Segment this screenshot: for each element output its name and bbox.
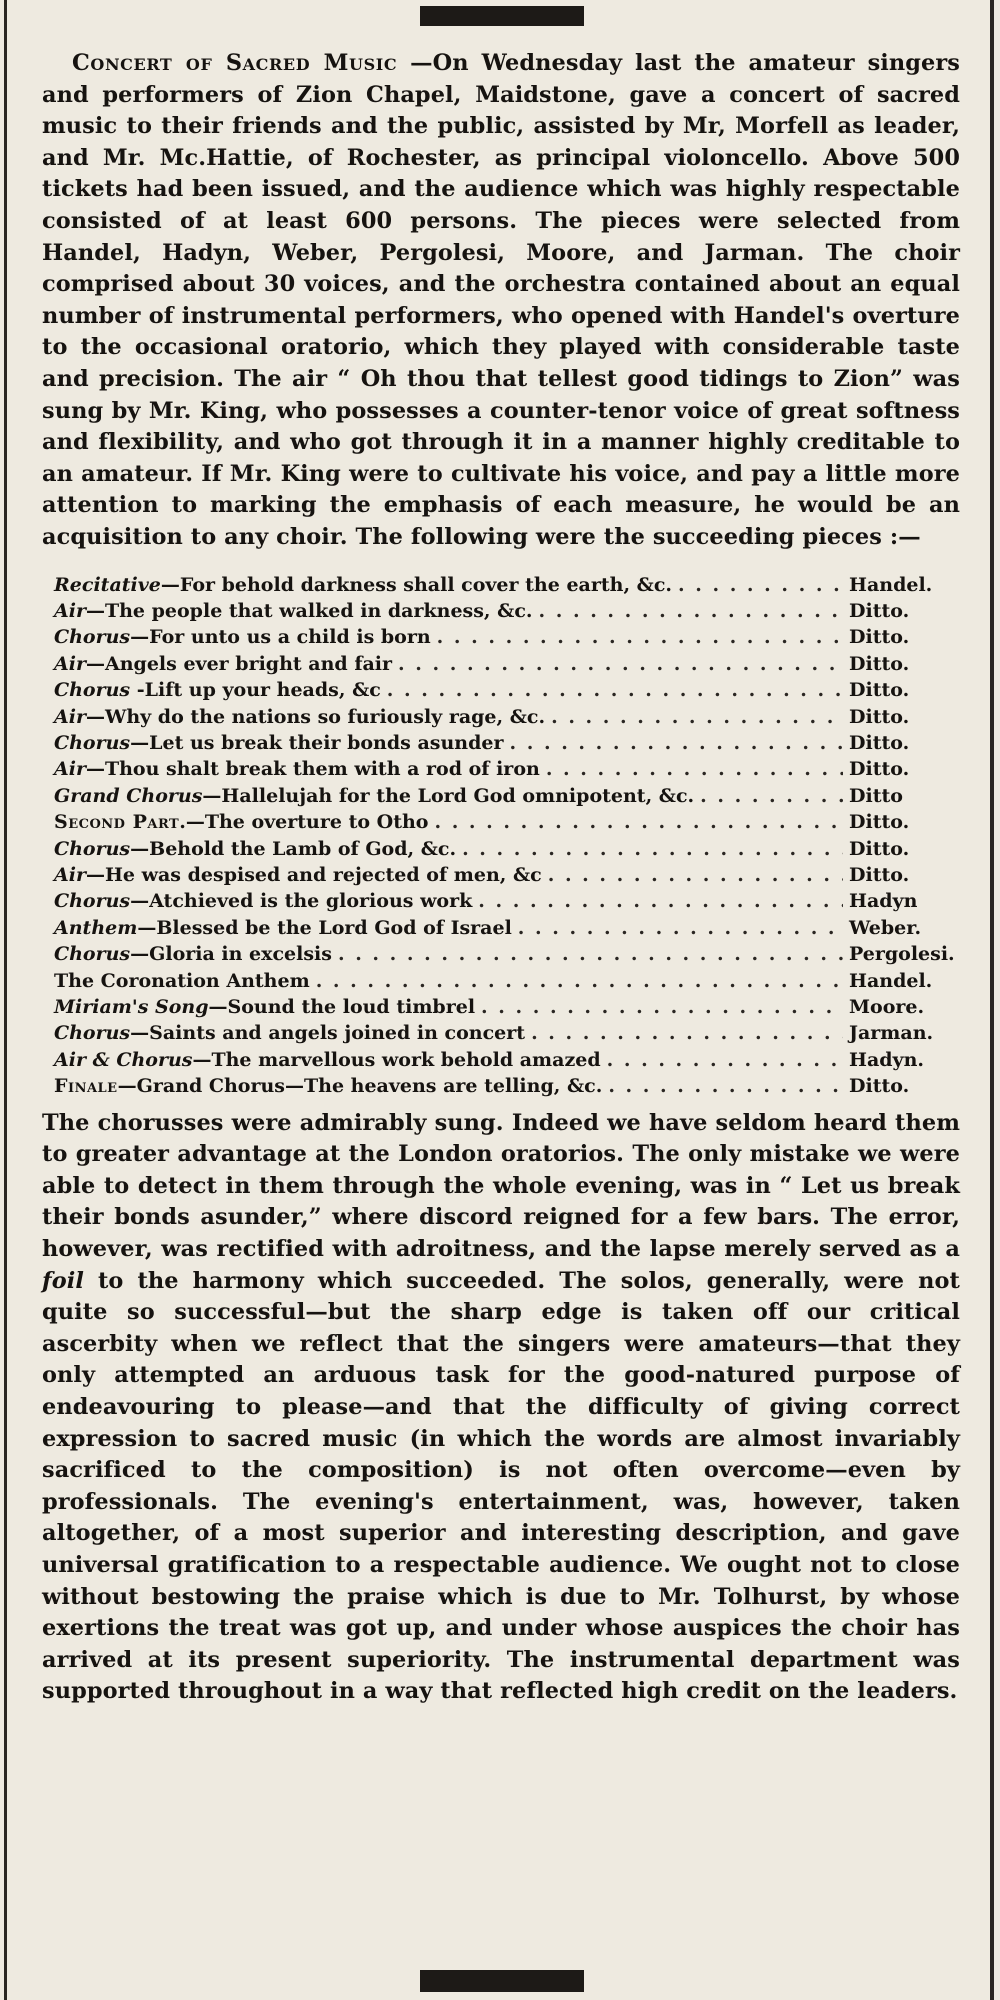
dot-leader xyxy=(398,651,843,677)
programme-composer: Ditto. xyxy=(849,599,910,622)
programme-composer: Ditto. xyxy=(849,705,910,728)
programme-form: Chorus xyxy=(54,890,131,913)
programme-composer: Ditto. xyxy=(849,837,910,860)
programme-item xyxy=(54,677,959,703)
programme-title: The Coronation Anthem xyxy=(54,969,310,992)
programme-composer: Ditto xyxy=(849,784,903,807)
programme-title: —The people that walked in darkness, &c. xyxy=(85,599,533,622)
programme-piece xyxy=(54,915,512,941)
programme-title: —Sound the loud timbrel xyxy=(208,996,476,1018)
programme-composer: Ditto. xyxy=(849,1075,910,1098)
programme-piece xyxy=(54,651,392,677)
dot-leader xyxy=(607,1047,843,1073)
programme-form: Air xyxy=(54,705,86,728)
intro-text: —On Wednesday last the amateur singers and performers of Zion Chapel, Maidstone, gave a concert of sacred music to their friends and the public, assisted by Mr, Morfell as leader, and Mr. Mc.Hattie, of Rochester, as principal violoncello. Above 500 tickets had been issued, and the audience which was highly respectable consisted of at least 600 persons. The pieces were selected from Handel, Hadyn, Weber, Pergolesi, Moore, and Jarman. The choir comprised about 30 voices, and the orchestra contained about an equal number of instrumental performers, who opened with Handel's overture to the occasional oratorio, which they played with considerable taste and precision. The air “ Oh thou that tellest good tidings to Zion” was sung by Mr. King, who possesses a counter-tenor voice of great softness and flexibility, and who got through it in a manner highly creditable to an amateur. If Mr. King were to cultivate his voice, and pay a little more attention to marking the emphasis of each measure, he would be an acquisition to any choir. The following were the succeeding pieces :— xyxy=(42,50,960,550)
programme-piece xyxy=(54,809,428,835)
article xyxy=(42,48,960,1708)
programme-composer: Ditto. xyxy=(849,731,910,754)
programme-piece xyxy=(54,836,456,862)
programme-title: —Saints and angels joined in concert xyxy=(130,1022,526,1045)
dot-leader xyxy=(481,994,843,1020)
programme-composer: Ditto. xyxy=(849,626,910,649)
programme-item xyxy=(54,968,959,994)
programme-item xyxy=(54,572,959,598)
programme-composer: Ditto. xyxy=(849,811,910,834)
dot-leader xyxy=(510,730,844,756)
dot-leader xyxy=(548,862,843,888)
programme-item xyxy=(54,809,959,835)
programme-composer: Pergolesi. xyxy=(849,943,955,966)
dot-leader xyxy=(531,1020,843,1046)
programme-item xyxy=(54,730,959,756)
dot-leader xyxy=(316,968,843,994)
left-column-rule xyxy=(4,0,7,2000)
dot-leader xyxy=(437,624,843,650)
programme-piece xyxy=(54,968,310,994)
programme-form: Air xyxy=(54,863,86,886)
programme-form: Air xyxy=(54,652,86,675)
foil-word: foil xyxy=(42,1267,84,1294)
programme-item xyxy=(54,1073,959,1099)
dot-leader xyxy=(700,783,843,809)
programme-title: -Lift up your heads, &c xyxy=(130,679,381,702)
programme-title: —He was despised and rejected of men, &c xyxy=(85,863,542,886)
programme-piece xyxy=(54,704,545,730)
programme-piece xyxy=(54,994,475,1020)
dot-leader xyxy=(338,941,843,967)
programme-form: Chorus xyxy=(54,731,131,754)
programme-list xyxy=(54,572,959,1100)
programme-item xyxy=(54,1047,959,1073)
programme-composer: Handel. xyxy=(849,969,933,992)
programme-item xyxy=(54,862,959,888)
programme-composer: Hadyn xyxy=(849,890,918,913)
dot-leader xyxy=(434,809,843,835)
programme-composer: Hadyn. xyxy=(849,1048,925,1071)
programme-piece xyxy=(54,677,381,703)
programme-item xyxy=(54,888,959,914)
programme-title: —Behold the Lamb of God, &c. xyxy=(130,837,457,860)
programme-form: Miriam's Song xyxy=(54,996,209,1018)
programme-composer: Ditto. xyxy=(849,863,910,886)
dot-leader xyxy=(608,1073,843,1099)
programme-composer: Handel. xyxy=(849,573,933,596)
programme-item xyxy=(54,994,959,1020)
programme-title: —The marvellous work behold amazed xyxy=(192,1048,601,1071)
programme-form: Finale xyxy=(54,1075,118,1098)
dot-leader xyxy=(678,572,843,598)
programme-title: —Blessed be the Lord God of Israel xyxy=(137,916,512,939)
programme-title: —Angels ever bright and fair xyxy=(85,652,393,675)
programme-title: .—The overture to Otho xyxy=(179,811,429,834)
programme-piece xyxy=(54,756,540,782)
programme-item xyxy=(54,941,959,967)
programme-form: Chorus xyxy=(54,626,131,649)
programme-title: —Why do the nations so furiously rage, &c. xyxy=(85,705,546,728)
programme-title: —For unto us a child is born xyxy=(130,626,431,649)
programme-form: Chorus xyxy=(54,1022,131,1045)
closing-paragraph xyxy=(42,1108,960,1708)
bottom-section-divider xyxy=(420,1970,584,1992)
programme-composer: Moore. xyxy=(849,996,925,1018)
programme-piece xyxy=(54,1020,525,1046)
programme-piece xyxy=(54,888,472,914)
programme-piece xyxy=(54,624,431,650)
programme-title: —Grand Chorus—The heavens are telling, &c. xyxy=(117,1075,603,1098)
programme-item xyxy=(54,836,959,862)
programme-piece xyxy=(54,572,672,598)
programme-piece xyxy=(54,783,694,809)
programme-form: Chorus xyxy=(54,679,131,702)
programme-composer: Weber. xyxy=(849,916,922,939)
programme-form: Anthem xyxy=(54,916,138,939)
programme-item xyxy=(54,598,959,624)
programme-title: —Gloria in excelsis xyxy=(130,943,332,966)
programme-form: Recitative xyxy=(54,573,161,596)
programme-item xyxy=(54,704,959,730)
programme-item xyxy=(54,1020,959,1046)
article-headline: Concert of Sacred Music xyxy=(72,50,398,76)
programme-composer: Jarman. xyxy=(849,1022,934,1045)
programme-title: —For behold darkness shall cover the earth, &c. xyxy=(160,573,673,596)
programme-form: Air xyxy=(54,758,86,781)
programme-piece xyxy=(54,598,533,624)
programme-composer: Ditto. xyxy=(849,652,910,675)
programme-form: Air & Chorus xyxy=(54,1048,193,1071)
programme-piece xyxy=(54,1073,602,1099)
dot-leader xyxy=(462,836,843,862)
dot-leader xyxy=(539,598,843,624)
programme-title: —Let us break their bonds asunder xyxy=(130,731,504,754)
dot-leader xyxy=(518,915,843,941)
programme-form: Air xyxy=(54,599,86,622)
programme-item xyxy=(54,756,959,782)
closing-text-part-2: to the harmony which succeeded. The solos, generally, were not quite so successful—but the sharp edge is taken off our critical ascerbity when we reflect that the singers were amateurs—that they only attempted an arduous task for the good-natured purpose of endeavouring to please—and that the difficulty of giving correct expression to sacred music (in which the words are almost invariably sacrificed to the composition) is not often overcome—even by professionals. The evening's entertainment, was, however, taken altogether, of a most superior and interesting description, and gave universal gratification to a respectable audience. We ought not to close without bestowing the praise which is due to Mr. Tolhurst, by whose exertions the treat was got up, and under whose auspices the choir has arrived at its present superiority. The instrumental department was supported throughout in a way that reflected high credit on the leaders. xyxy=(42,1267,960,1705)
dot-leader xyxy=(387,677,843,703)
right-column-rule xyxy=(990,0,994,2000)
top-section-divider xyxy=(420,6,584,26)
programme-item xyxy=(54,624,959,650)
closing-text-part-1: The chorusses were admirably sung. Indeed we have seldom heard them to greater advantage at the London oratorios. The only mistake we were able to detect in them through the whole evening, was in “ Let us break their bonds asunder,” where discord reigned for a few bars. The error, however, was rectified with adroitness, and the lapse merely served as a xyxy=(42,1109,960,1262)
programme-item xyxy=(54,915,959,941)
dot-leader xyxy=(551,704,843,730)
programme-form: Second Part xyxy=(54,811,180,834)
programme-piece xyxy=(54,862,542,888)
programme-composer: Ditto. xyxy=(849,679,910,702)
programme-form: Grand Chorus xyxy=(54,784,203,807)
programme-title: —Hallelujah for the Lord God omnipotent, &c. xyxy=(202,784,695,807)
intro-paragraph xyxy=(42,48,960,554)
dot-leader xyxy=(546,756,843,782)
programme-piece xyxy=(54,1047,601,1073)
programme-form: Chorus xyxy=(54,943,131,966)
programme-piece xyxy=(54,730,504,756)
programme-item xyxy=(54,783,959,809)
programme-item xyxy=(54,651,959,677)
programme-title: —Atchieved is the glorious work xyxy=(130,890,473,913)
dot-leader xyxy=(478,888,843,914)
programme-piece xyxy=(54,941,332,967)
programme-title: —Thou shalt break them with a rod of iron xyxy=(85,758,540,781)
programme-composer: Ditto. xyxy=(849,758,910,781)
programme-form: Chorus xyxy=(54,837,131,860)
